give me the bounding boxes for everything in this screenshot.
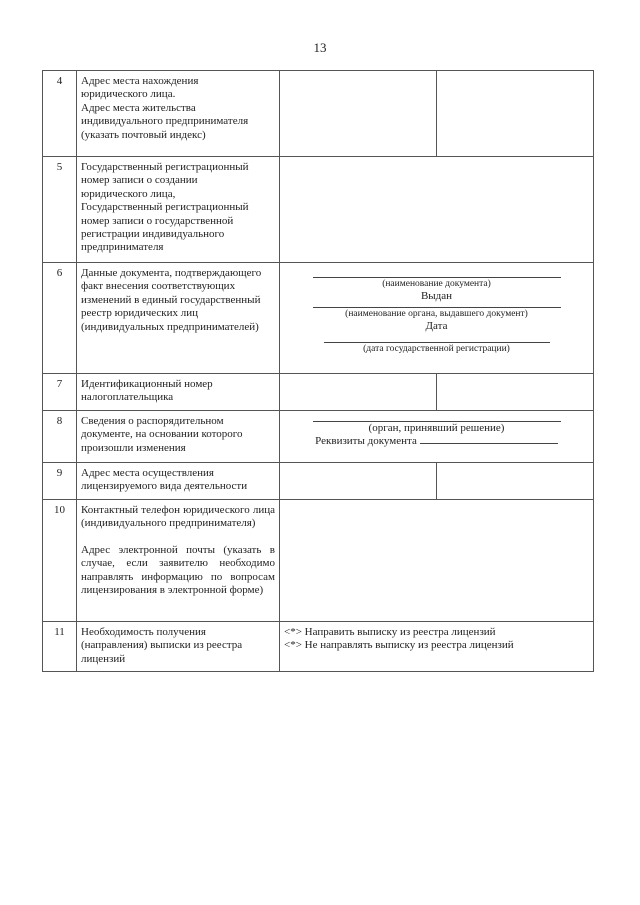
requisites-row <box>284 435 589 448</box>
row-label-registration-number: Государственный регистрационный номер записи о создании юридического лица, Государственный регистрационный номер записи о государственной регистрации индивидуального предпринимателя <box>77 157 280 263</box>
row-label-order-document: Сведения о распорядительном документе, на основании которого произошли изменения <box>77 411 280 463</box>
row-number: 8 <box>43 411 77 463</box>
authority-caption: (орган, принявший решение) <box>368 422 505 434</box>
reg-date-caption: (дата государственной регистрации) <box>363 343 510 354</box>
row-label-contacts <box>77 500 280 622</box>
inn-field-new[interactable] <box>437 374 594 411</box>
document-name-caption: (наименование документа) <box>382 279 491 289</box>
row-label-extract: Необходимость получения (направления) выписки из реестра лицензий <box>77 622 280 672</box>
table-row <box>43 500 594 622</box>
table-row <box>43 411 594 463</box>
contacts-field[interactable] <box>280 500 594 622</box>
row-label-address: Адрес места нахождения юридического лица. Адрес места жительства индивидуального предпринимателя (указать почтовый индекс) <box>77 71 280 157</box>
row-number: 6 <box>43 263 77 374</box>
date-label: Дата <box>425 320 448 333</box>
table-row <box>43 71 594 157</box>
row-number: 11 <box>43 622 77 672</box>
row-number: 10 <box>43 500 77 622</box>
inn-field-old[interactable] <box>280 374 437 411</box>
table-row <box>43 463 594 500</box>
address-field-new[interactable] <box>437 71 594 157</box>
phone-label: Контактный телефон юридического лица (индивидуального предпринимателя) <box>81 504 275 530</box>
table-row <box>43 622 594 672</box>
registration-number-field[interactable] <box>280 157 594 263</box>
issuer-caption: (наименование органа, выдавшего документ) <box>345 309 528 320</box>
option-send-extract[interactable]: <*> Направить выписку из реестра лицензий <box>284 626 496 638</box>
extract-options <box>280 622 594 672</box>
option-do-not-send-extract[interactable]: <*> Не направлять выписку из реестра лицензий <box>284 639 514 652</box>
row-label-document-data: Данные документа, подтверждающего факт внесения соответствующих изменений в единый государственный реестр юридических лиц (индивидуальных предпринимателей) <box>77 263 280 374</box>
email-label: Адрес электронной почты (указать в случае, если заявителю необходимо направлять информацию по вопросам лицензирования в электронной форме) <box>81 543 275 597</box>
table-row <box>43 157 594 263</box>
row-number: 5 <box>43 157 77 263</box>
page-number: 13 <box>313 40 327 55</box>
row-label-activity-address: Адрес места осуществления лицензируемого вида деятельности <box>77 463 280 500</box>
row-label-inn: Идентификационный номер налогоплательщика <box>77 374 280 411</box>
requisites-label: Реквизиты документа <box>315 435 417 448</box>
requisites-line[interactable] <box>420 443 558 444</box>
row-number: 7 <box>43 374 77 411</box>
activity-address-field-new[interactable] <box>437 463 594 500</box>
row-number: 9 <box>43 463 77 500</box>
license-form-table <box>42 70 594 672</box>
issued-label: Выдан <box>420 290 453 302</box>
activity-address-field-old[interactable] <box>280 463 437 500</box>
row-number: 4 <box>43 71 77 157</box>
table-row <box>43 263 594 374</box>
table-row <box>43 374 594 411</box>
order-document-field[interactable] <box>280 411 594 463</box>
address-field-old[interactable] <box>280 71 437 157</box>
document-data-field[interactable] <box>280 263 594 374</box>
